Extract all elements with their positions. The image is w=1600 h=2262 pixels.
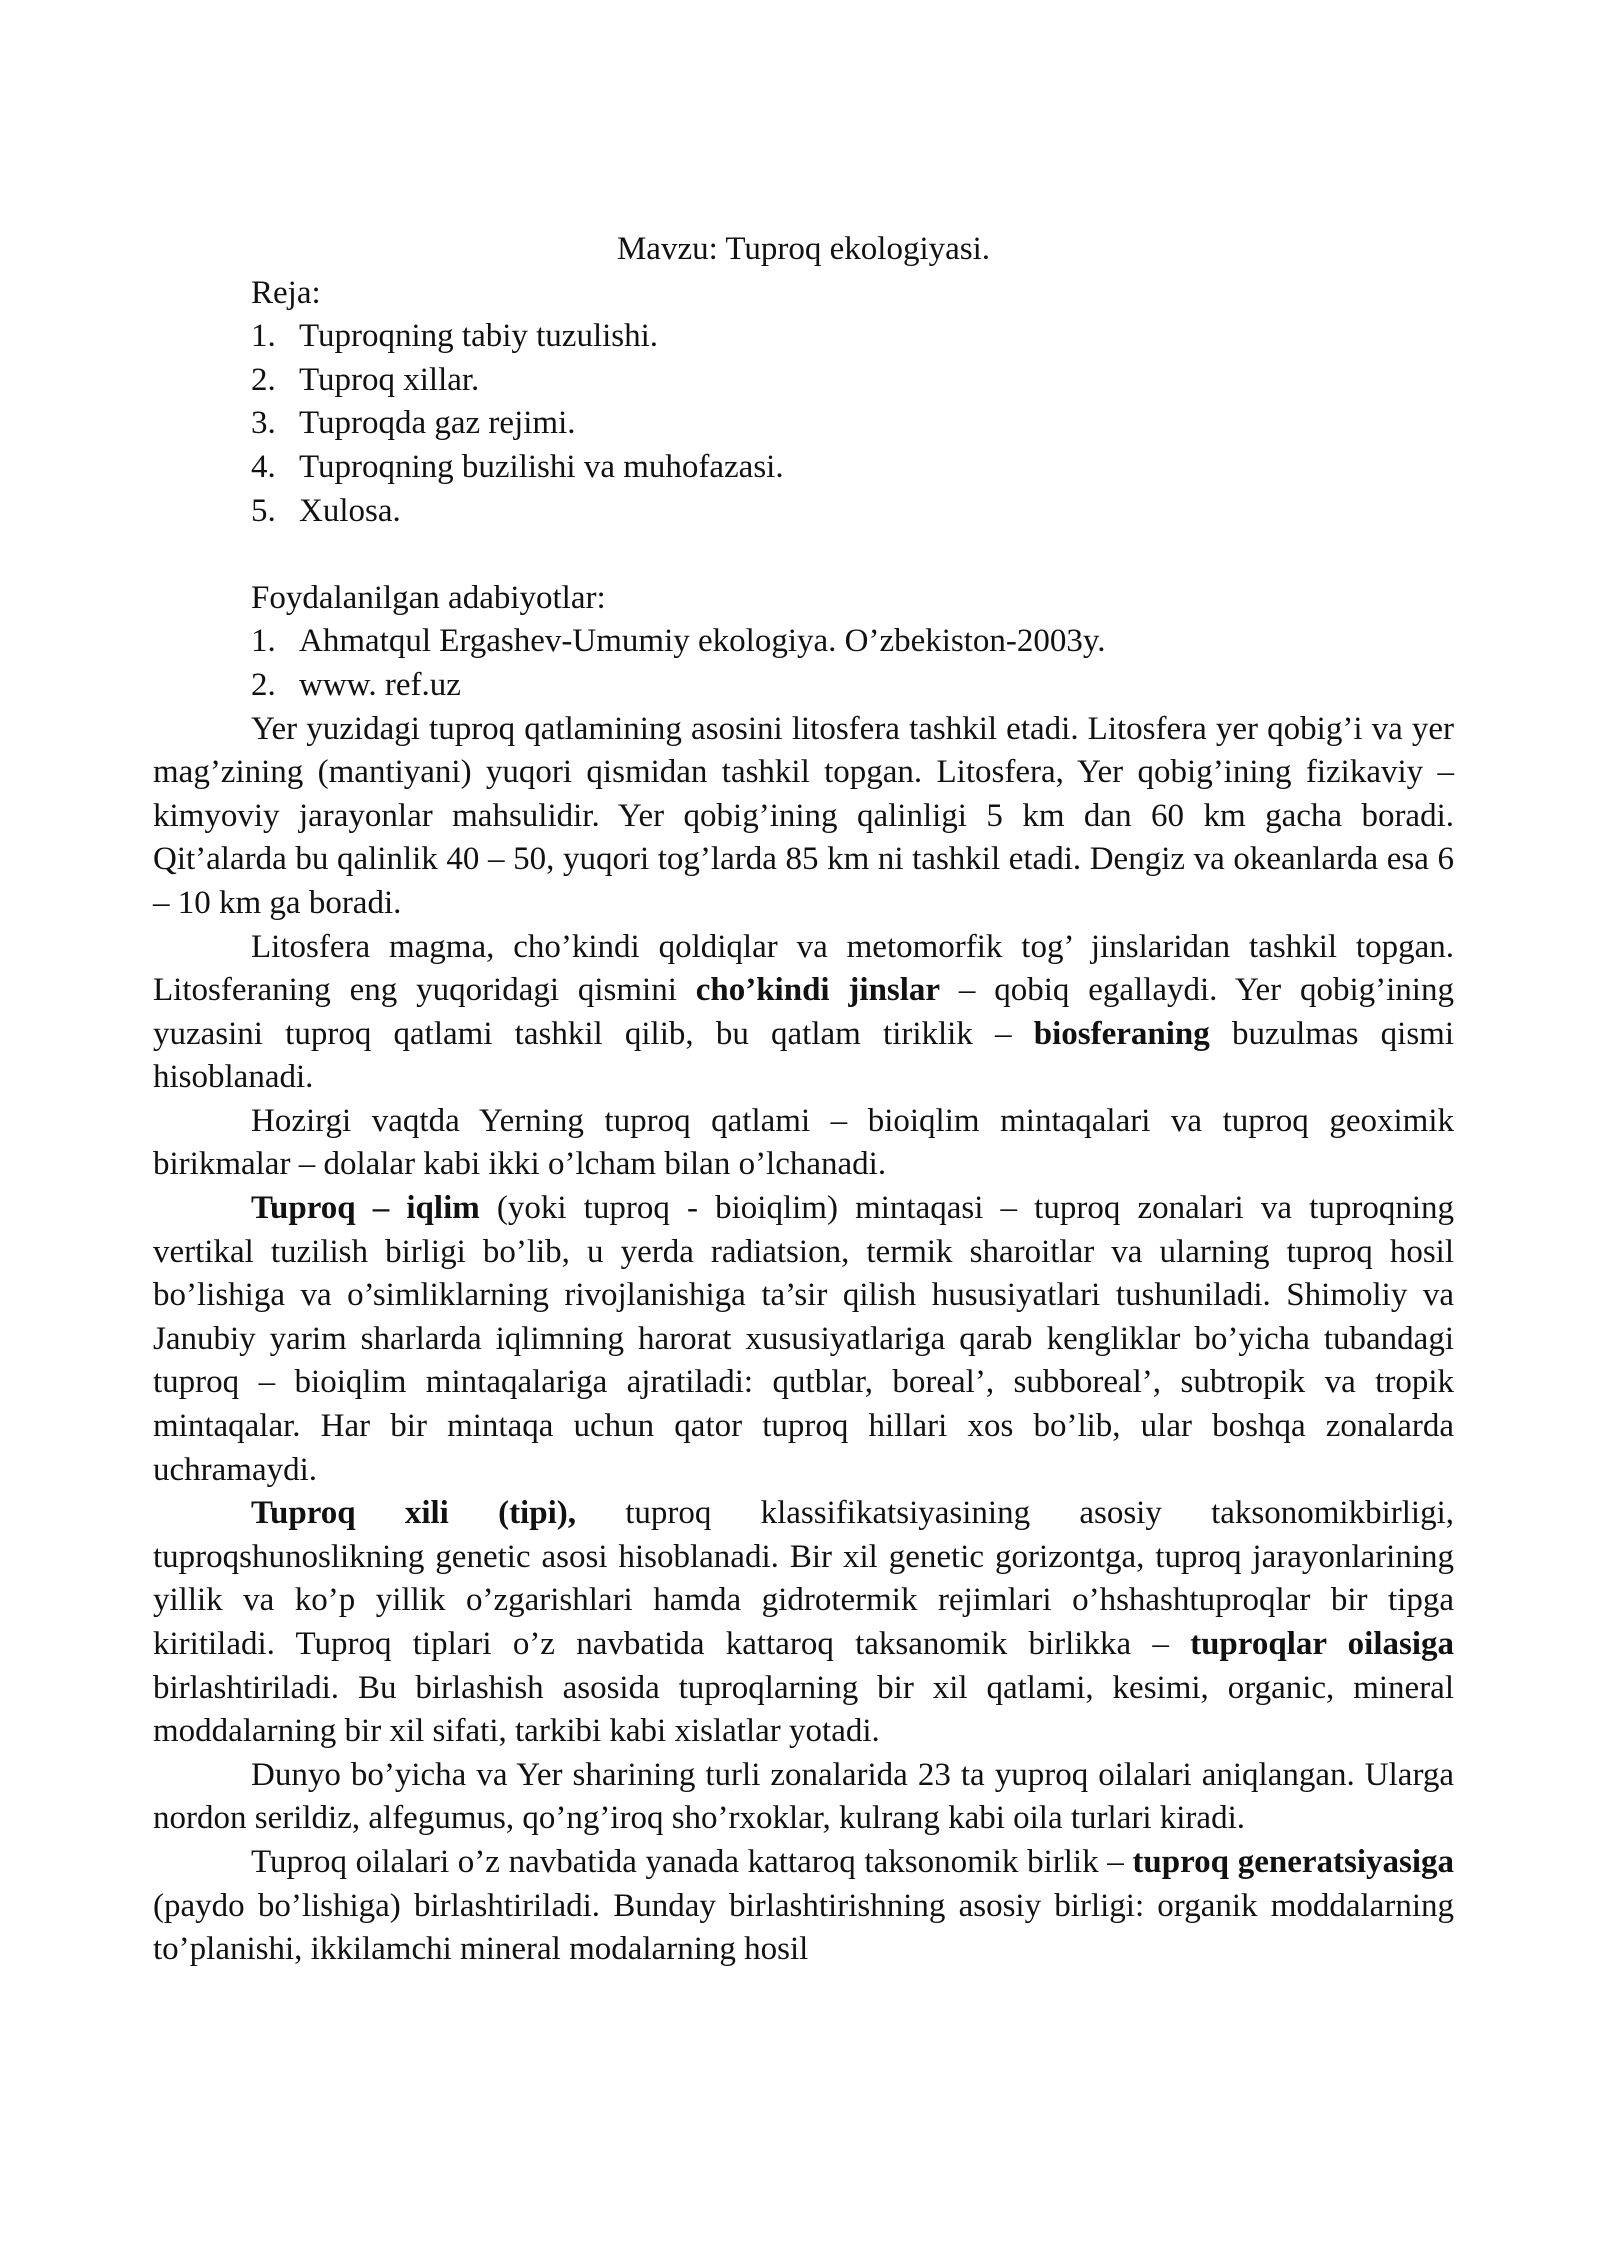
text-run: Dunyo bo’yicha va Yer sharining turli zonalarida 23 ta yuproq oilalari aniqlangan. Ularga nordon serildiz, alfegumus, qo’ng’iroq sho’rxoklar, kulrang kabi oila turlari kiradi. (153, 1756, 1454, 1837)
blank-line (153, 533, 1454, 577)
bold-term: tuproq generatsiyasiga (1132, 1843, 1454, 1880)
plan-item-number: 5. (251, 492, 276, 529)
plan-item (251, 446, 1454, 490)
literature-item-text: Ahmatqul Ergashev-Umumiy ekologiya. O’zbekiston-2003y. (299, 623, 1106, 660)
text-run: Tuproq oilalari o’z navbatida yanada kattaroq taksonomik birlik – (251, 1843, 1133, 1880)
literature-item-number: 2. (251, 666, 276, 703)
plan-item-number: 2. (251, 361, 276, 398)
paragraph-soil-climate (153, 1187, 1454, 1492)
paragraph-lithosphere (153, 708, 1454, 926)
plan-item-text: Tuproq xillar. (299, 361, 480, 398)
text-run: – qobiq egallaydi. Yer qobig’ining yuzasini tuproq qatlami tashkil qilib, bu qatlam tiriklik – (153, 972, 1454, 1052)
plan-item (251, 402, 1454, 446)
plan-item-text: Tuproqning buzilishi va muhofazasi. (299, 448, 784, 485)
literature-item-text: www. ref.uz (299, 666, 461, 703)
plan-item-number: 4. (251, 448, 276, 485)
text-run: Yer yuzidagi tuproq qatlamining asosini litosfera tashkil etadi. Litosfera yer qobig’i va yer mag’zining (mantiyani) yuqori qismidan tashkil topgan. Litosfera, Yer qobig’ining fizikaviy – kimyoviy jarayonlar mahsulidir. Yer qobig’ining qalinligi 5 km dan 60 km gacha boradi. Qit’alarda bu qalinlik 40 – 50, yuqori tog’larda 85 km ni tashkil etadi. Dengiz va okeanlarda esa 6 – 10 km ga boradi. (153, 710, 1454, 921)
literature-item (251, 664, 1454, 708)
bold-term: tuproqlar oilasiga (1190, 1626, 1455, 1662)
plan-item-text: Tuproqda gaz rejimi. (299, 405, 576, 442)
literature-item-number: 1. (251, 623, 276, 660)
text-run: buzulmas qismi hisoblanadi. (153, 1015, 1454, 1096)
text-run: birlashtiriladi. Bu birlashish asosida tuproqlarning bir xil qatlami, kesimi, organic, mineral moddalarning bir xil sifati, tarkibi kabi xislatlar yotadi. (153, 1669, 1454, 1750)
text-run: Hozirgi vaqtda Yerning tuproq qatlami – bioiqlim mintaqalari va tuproq geoximik birikmalar – dolalar kabi ikki o’lcham bilan o’lchanadi. (153, 1102, 1454, 1183)
plan-item (251, 490, 1454, 534)
text-run: (paydo bo’lishiga) birlashtiriladi. Bunday birlashtirishning asosiy birligi: organik moddalarning to’planishi, ikkilamchi mineral modalarning hosil (153, 1887, 1454, 1968)
bold-term: Tuproq – iqlim (251, 1190, 480, 1227)
text-run: tuproq klassifikatsiyasining asosiy taksonomikbirligi, tuproqshunoslikning genetic asosi hisoblanadi. Bir xil genetic gorizontga, tuproq jarayonlarining yillik va ko’p yillik o’zgarishlari hamda gidrotermik rejimlari o’hshashtuproqlar bir tipga kiritiladi. Tuproq tiplari o’z navbatida kattaroq taksanomik birlikka – (153, 1495, 1454, 1662)
plan-item (251, 359, 1454, 403)
plan-item (251, 315, 1454, 359)
bold-term: cho’kindi jinslar (695, 972, 941, 1009)
plan-list (251, 315, 1454, 533)
paragraph-soil-type (153, 1492, 1454, 1754)
bold-term: biosferaning (1033, 1015, 1210, 1052)
plan-heading: Reja: (251, 274, 321, 311)
bold-term: Tuproq xili (tipi), (251, 1495, 576, 1532)
body-text (153, 708, 1454, 1972)
paragraph-soil-layer (153, 1100, 1454, 1187)
text-run: (yoki tuproq - bioiqlim) mintaqasi – tuproq zonalari va tuproqning vertikal tuzilish birligi bo’lib, u yerda radiatsion, termik sharoitlar va ularning tuproq hosil bo’lishiga va o’simliklarning rivojlanishiga ta’sir qilish hususiyatlari tushuniladi. Shimoliy va Janubiy yarim sharlarda iqlimning harorat xususiyatlariga qarab kengliklar bo’yicha tubandagi tuproq – bioiqlim mintaqalariga ajratiladi: qutblar, boreal’, subboreal’, subtropik va tropik mintaqalar. Har bir mintaqa uchun qator tuproq hillari xos bo’lib, ular boshqa zonalarda uchramaydi. (153, 1190, 1454, 1488)
literature-list (251, 620, 1454, 707)
paragraph-soil-families (153, 1754, 1454, 1841)
plan-item-text: Tuproqning tabiy tuzulishi. (299, 318, 659, 355)
literature-heading: Foydalanilgan adabiyotlar: (251, 579, 606, 616)
text-run: Litosfera magma, cho’kindi qoldiqlar va metomorfik tog’ jinslaridan tashkil topgan. Litosferaning eng yuqoridagi qismini (153, 928, 1454, 1009)
plan-item-number: 1. (251, 318, 276, 355)
document-title: Mavzu: Tuproq ekologiyasi. (616, 231, 991, 267)
plan-item-number: 3. (251, 405, 276, 442)
document-page (153, 228, 1454, 1972)
plan-item-text: Xulosa. (299, 492, 401, 529)
literature-item (251, 620, 1454, 664)
paragraph-soil-generation (153, 1841, 1454, 1972)
paragraph-lithosphere-composition (153, 926, 1454, 1100)
